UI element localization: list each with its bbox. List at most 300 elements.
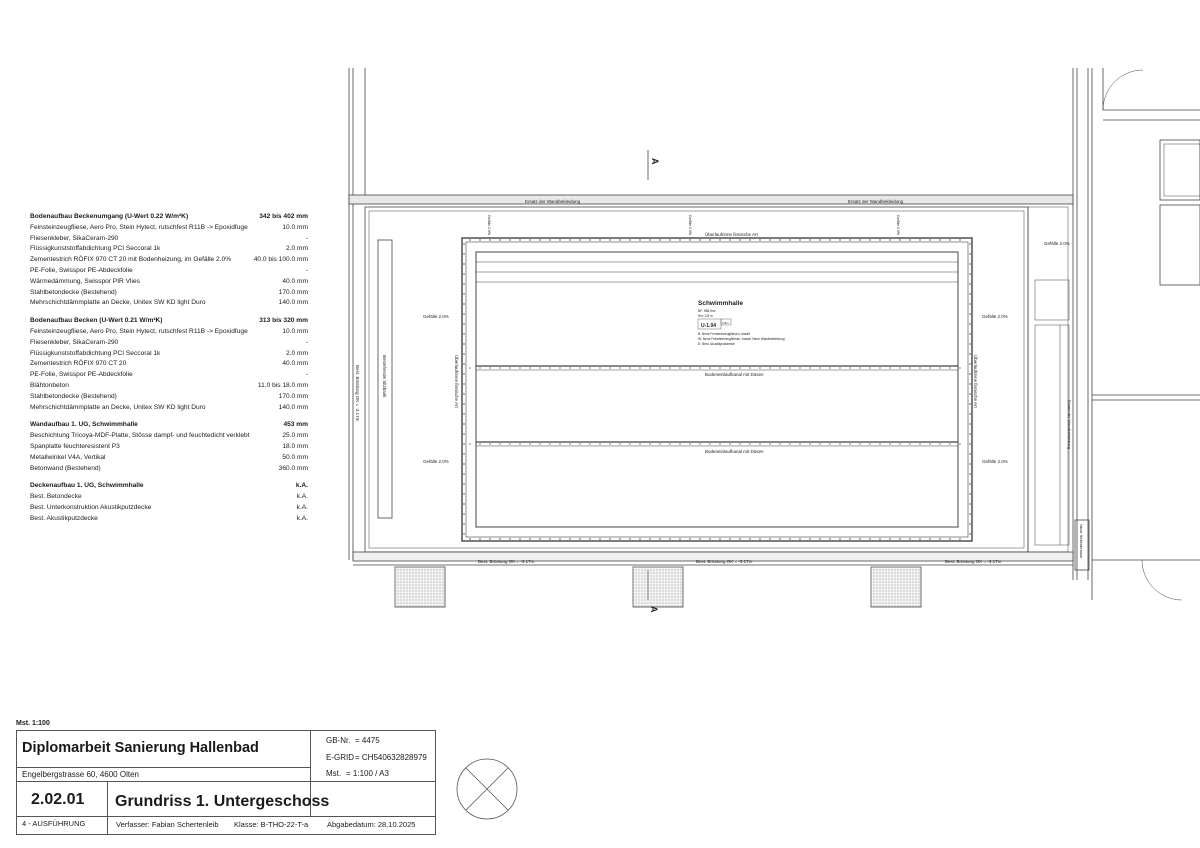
- channel-nozzle: [629, 443, 631, 445]
- channel-nozzle: [949, 367, 951, 369]
- pool-edge-dot: [679, 239, 681, 241]
- channel-nozzle: [669, 367, 671, 369]
- pool-edge-dot: [549, 239, 551, 241]
- pool-edge-dot: [463, 323, 465, 325]
- pool-edge-dot: [969, 283, 971, 285]
- legend-label: Fliesenkleber, SikaCeram-290: [30, 234, 119, 242]
- pool-edge-dot: [463, 353, 465, 355]
- pool-edge-dot: [569, 538, 571, 540]
- pool-edge-dot: [729, 239, 731, 241]
- channel-nozzle: [729, 367, 731, 369]
- pool-edge-dot: [919, 538, 921, 540]
- pool-edge-dot: [599, 538, 601, 540]
- channel-nozzle: [529, 367, 531, 369]
- channel-nozzle: [599, 443, 601, 445]
- channel-nozzle: [929, 443, 931, 445]
- pool-edge-dot: [929, 239, 931, 241]
- pool-edge-dot: [463, 473, 465, 475]
- pool-edge-dot: [779, 239, 781, 241]
- pool-edge-dot: [609, 239, 611, 241]
- channel-nozzle: [519, 443, 521, 445]
- legend-label: Best. Akustikputzdecke: [30, 514, 98, 522]
- pool-edge-dot: [769, 538, 771, 540]
- channel-nozzle: [759, 367, 761, 369]
- pool-edge-right: Überlaufrinne finnische Art: [973, 355, 978, 408]
- title-block: [16, 730, 436, 835]
- pool-edge-dot: [529, 538, 531, 540]
- legend-label: Zementestrich RÖFIX 970 CT 20: [30, 360, 127, 368]
- pool-edge-dot: [659, 538, 661, 540]
- pool-edge-dot: [699, 538, 701, 540]
- pool-edge-dot: [819, 239, 821, 241]
- pool-edge-dot: [759, 538, 761, 540]
- channel-nozzle: [889, 367, 891, 369]
- legend-value: 342 bis 402 mm: [259, 213, 308, 220]
- channel-nozzle: [719, 367, 721, 369]
- pool-edge-dot: [969, 503, 971, 505]
- pool-edge-dot: [463, 313, 465, 315]
- slope-label-4: Gefälle 2.0%: [982, 459, 1008, 464]
- channel-nozzle: [679, 367, 681, 369]
- channel-nozzle: [579, 443, 581, 445]
- pool-edge-dot: [819, 538, 821, 540]
- pool-edge-dot: [909, 239, 911, 241]
- channel-nozzle: [549, 367, 551, 369]
- channel-nozzle: [619, 443, 621, 445]
- pool-edge-dot: [463, 513, 465, 515]
- pool-edge-dot: [969, 413, 971, 415]
- pool-edge-dot: [463, 493, 465, 495]
- legend-label: Beschichtung Tricoya-MDF-Platte, Stösse dampf- und feuchtedicht verklebt: [30, 432, 250, 440]
- pool-edge-dot: [463, 243, 465, 245]
- pool-edge-dot: [609, 538, 611, 540]
- channel-nozzle: [759, 443, 761, 445]
- orientation-symbol: [457, 759, 517, 819]
- channel-nozzle: [739, 443, 741, 445]
- gb-value: = 4475: [355, 736, 380, 745]
- channel-nozzle: [779, 443, 781, 445]
- class: Klasse: B-THO-22-T-a: [234, 820, 309, 829]
- legend-label: Wandaufbau 1. UG, Schwimmhalle: [30, 421, 138, 429]
- channel-nozzle: [569, 367, 571, 369]
- pool-edge-dot: [809, 239, 811, 241]
- legend-label: Flüssigkunststoffabdichtung PCI Seccoral 1k: [30, 349, 161, 357]
- date: Abgabedatum: 28.10.2025: [327, 820, 416, 829]
- pool-edge-dot: [969, 513, 971, 515]
- legend-value: 313 bis 320 mm: [259, 317, 308, 325]
- pool-edge-dot: [969, 403, 971, 405]
- pool-edge-dot: [463, 453, 465, 455]
- mst-label: Mst.: [326, 769, 342, 778]
- pool-edge-dot: [463, 263, 465, 265]
- pool-edge-dot: [679, 538, 681, 540]
- section-marker-bottom: A: [649, 606, 659, 613]
- pool-edge-dot: [859, 538, 861, 540]
- pool-edge-dot: [969, 243, 971, 245]
- legend-label: Zementestrich RÖFIX 970 CT 20 mit Bodenheizung, im Gefälle 2.0%: [30, 256, 232, 264]
- pool-edge-dot: [469, 239, 471, 241]
- channel-nozzle: [789, 367, 791, 369]
- channel-nozzle: [879, 367, 881, 369]
- legend-value: 360.0 mm: [278, 464, 308, 472]
- legend-value: -: [305, 371, 308, 379]
- room-area: BF: 968.5m²: [698, 309, 716, 313]
- pool-edge-dot: [969, 273, 971, 275]
- pool-edge-dot: [469, 538, 471, 540]
- channel-nozzle: [489, 443, 491, 445]
- legend-label: Stahlbetondecke (Bestehend): [30, 392, 117, 400]
- legend-value: k.A.: [296, 514, 308, 522]
- pool-edge-dot: [849, 538, 851, 540]
- legend-value: k.A.: [296, 503, 308, 511]
- pool-edge-dot: [649, 538, 651, 540]
- pool-edge-dot: [969, 333, 971, 335]
- channel-nozzle: [829, 443, 831, 445]
- pool-edge-dot: [789, 239, 791, 241]
- channel-nozzle: [859, 443, 861, 445]
- channel-nozzle: [689, 367, 691, 369]
- pool-edge-dot: [969, 373, 971, 375]
- legend-label: PE-Folie, Swisspor PE-Abdeckfolie: [30, 371, 133, 379]
- legend-value: k.A.: [296, 493, 308, 501]
- channel-label-1: Bodeneinlaufkanal mit Düsen: [705, 372, 764, 377]
- pool-edge-dot: [969, 253, 971, 255]
- pool-edge-dot: [839, 239, 841, 241]
- pool-edge-dot: [463, 283, 465, 285]
- channel-nozzle: [509, 367, 511, 369]
- pool-edge-dot: [463, 413, 465, 415]
- channel-nozzle: [699, 367, 701, 369]
- legend-value: 50.0 mm: [282, 453, 308, 461]
- channel-nozzle: [639, 367, 641, 369]
- pool-edge-dot: [969, 443, 971, 445]
- pool-edge-dot: [959, 538, 961, 540]
- pool-edge-dot: [949, 239, 951, 241]
- pool-edge-dot: [629, 538, 631, 540]
- pool-edge-dot: [969, 493, 971, 495]
- legend-label: Betonwand (Bestehend): [30, 464, 101, 472]
- channel-nozzle: [499, 443, 501, 445]
- legend-label: Spanplatte feuchteresistent P3: [30, 442, 120, 450]
- wall-label-1: Ersatz der Wandbekleidung: [525, 199, 581, 204]
- pool-edge-dot: [969, 313, 971, 315]
- channel-nozzle: [959, 443, 961, 445]
- slope-mark-2: Gefälle 2.0%: [688, 215, 692, 236]
- room-code-sub: 2.8m: [722, 321, 729, 325]
- legend-label: Bodenaufbau Becken (U-Wert 0.21 W/m²K): [30, 317, 163, 325]
- channel-nozzle: [599, 367, 601, 369]
- pool-edge-dot: [463, 503, 465, 505]
- channel-nozzle: [909, 443, 911, 445]
- pool-edge-dot: [463, 333, 465, 335]
- pool-edge-dot: [539, 239, 541, 241]
- legend-label: Flüssigkunststoffabdichtung PCI Seccoral 1k: [30, 245, 161, 253]
- pool-edge-dot: [799, 239, 801, 241]
- legend-label: Mehrschichtdämmplatte an Decke, Unitex SW KD light Duro: [30, 299, 206, 307]
- channel-nozzle: [809, 367, 811, 369]
- legend-label: PE-Folie, Swisspor PE-Abdeckfolie: [30, 266, 133, 274]
- phase: 4 - AUSFÜHRUNG: [22, 819, 86, 828]
- pool-edge-dot: [669, 239, 671, 241]
- right-wall-label: Ersatz der Wandbekleidung: [1067, 400, 1072, 449]
- pool-edge-dot: [463, 343, 465, 345]
- channel-nozzle: [629, 367, 631, 369]
- pool-edge-dot: [479, 239, 481, 241]
- pool-edge-left: Überlaufrinne finnische Art: [454, 355, 459, 408]
- channel-nozzle: [499, 367, 501, 369]
- plan-title: Grundriss 1. Untergeschoss: [115, 793, 330, 810]
- legend-label: Blähtonbeton: [30, 381, 69, 389]
- room-height: Hm: 2.8 m: [698, 314, 713, 318]
- room-note-3: D: Best. Akustikputzdecke: [698, 342, 735, 346]
- channel-nozzle: [869, 367, 871, 369]
- pool-edge-dot: [463, 383, 465, 385]
- pool-edge-dot: [709, 538, 711, 540]
- channel-nozzle: [839, 443, 841, 445]
- legend-label: Metallwinkel V4A, Vertikal: [30, 453, 106, 461]
- legend-label: Best. Unterkonstruktion Akustikputzdecke: [30, 503, 152, 511]
- channel-nozzle: [749, 443, 751, 445]
- project-title: Diplomarbeit Sanierung Hallenbad: [22, 740, 259, 756]
- bench-label: Bestehende Sitzbank: [382, 355, 387, 398]
- pool-edge-dot: [709, 239, 711, 241]
- pool-edge-dot: [969, 523, 971, 525]
- channel-nozzle: [479, 443, 481, 445]
- pool-edge-dot: [969, 393, 971, 395]
- pool-edge-dot: [969, 463, 971, 465]
- author: Verfasser: Fabian Schertenleib: [116, 820, 219, 829]
- pool-edge-dot: [639, 538, 641, 540]
- legend-value: 2.0 mm: [286, 349, 308, 357]
- pool-edge-dot: [519, 239, 521, 241]
- channel-nozzle: [899, 443, 901, 445]
- channel-nozzle: [819, 443, 821, 445]
- channel-nozzle: [639, 443, 641, 445]
- legend-value: 40.0 mm: [282, 360, 308, 368]
- channel-nozzle: [879, 443, 881, 445]
- channel-nozzle: [659, 443, 661, 445]
- egrid-value: = CH540632828979: [355, 753, 427, 762]
- pool-edge-dot: [969, 353, 971, 355]
- pool-edge-dot: [839, 538, 841, 540]
- pool-edge-dot: [719, 538, 721, 540]
- pool-edge-dot: [969, 453, 971, 455]
- slope-label-3: Gefälle 2.0%: [982, 314, 1008, 319]
- pool-edge-dot: [499, 538, 501, 540]
- pool-edge-dot: [579, 239, 581, 241]
- legend-label: Deckenaufbau 1. UG, Schwimmhalle: [30, 482, 144, 490]
- pool-edge-dot: [789, 538, 791, 540]
- channel-nozzle: [699, 443, 701, 445]
- pool-edge-dot: [529, 239, 531, 241]
- channel-nozzle: [919, 443, 921, 445]
- pool-edge-dot: [899, 538, 901, 540]
- channel-nozzle: [939, 443, 941, 445]
- pool-edge-dot: [463, 403, 465, 405]
- legend-label: Mehrschichtdämmplatte an Decke, Unitex SW KD light Duro: [30, 403, 206, 411]
- pool-edge-dot: [689, 538, 691, 540]
- channel-nozzle: [649, 443, 651, 445]
- pool-edge-dot: [869, 239, 871, 241]
- pool-edge-dot: [949, 538, 951, 540]
- pool-edge-dot: [489, 538, 491, 540]
- pool-edge-dot: [969, 363, 971, 365]
- pool-edge-dot: [939, 239, 941, 241]
- pool-edge-dot: [739, 538, 741, 540]
- channel-nozzle: [809, 443, 811, 445]
- channel-nozzle: [559, 367, 561, 369]
- pool-edge-dot: [463, 533, 465, 535]
- pool-edge-dot: [463, 463, 465, 465]
- channel-nozzle: [529, 443, 531, 445]
- pool-edge-dot: [463, 363, 465, 365]
- channel-nozzle: [569, 443, 571, 445]
- pool-edge-dot: [619, 239, 621, 241]
- slope-label-1: Gefälle 2.0%: [423, 314, 449, 319]
- pool-edge-dot: [829, 239, 831, 241]
- pool-edge-dot: [489, 239, 491, 241]
- pool-edge-dot: [889, 538, 891, 540]
- legend-label: Wärmedämmung, Swisspor PIR Vlies: [30, 277, 140, 285]
- channel-nozzle: [589, 367, 591, 369]
- channel-nozzle: [769, 443, 771, 445]
- pool-edge-dot: [729, 538, 731, 540]
- pool-edge-dot: [849, 239, 851, 241]
- channel-nozzle: [489, 367, 491, 369]
- channel-label-2: Bodeneinlaufkanal mit Düsen: [705, 449, 764, 454]
- legend-value: 40.0 bis 100.0 mm: [253, 256, 308, 264]
- channel-nozzle: [739, 367, 741, 369]
- plan-number: 2.02.01: [31, 791, 85, 808]
- pool-edge-dot: [969, 263, 971, 265]
- pool-edge-dot: [589, 239, 591, 241]
- channel-nozzle: [919, 367, 921, 369]
- channel-nozzle: [899, 367, 901, 369]
- channel-nozzle: [669, 443, 671, 445]
- channel-nozzle: [799, 443, 801, 445]
- parapet-1: Best. Brüstung OK = -3.17m: [478, 559, 535, 564]
- channel-nozzle: [829, 367, 831, 369]
- parapet-left: Best. Brüstung OK = -3.17m: [355, 365, 360, 422]
- channel-nozzle: [579, 367, 581, 369]
- pool-edge-dot: [869, 538, 871, 540]
- pool-edge-dot: [919, 239, 921, 241]
- legend-value: 453 mm: [283, 421, 308, 429]
- pool-edge-dot: [509, 239, 511, 241]
- pool-edge-dot: [879, 239, 881, 241]
- pool-edge-dot: [899, 239, 901, 241]
- pool-edge-dot: [759, 239, 761, 241]
- pool-edge-dot: [463, 433, 465, 435]
- channel-nozzle: [689, 443, 691, 445]
- pool-edge-dot: [889, 239, 891, 241]
- pool-edge-dot: [589, 538, 591, 540]
- pool-edge-dot: [969, 423, 971, 425]
- pool-edge-dot: [499, 239, 501, 241]
- pool-edge-dot: [463, 523, 465, 525]
- pool-edge-dot: [629, 239, 631, 241]
- channel-nozzle: [819, 367, 821, 369]
- pool-edge-dot: [689, 239, 691, 241]
- pool-edge-dot: [969, 303, 971, 305]
- legend-value: -: [305, 338, 308, 346]
- pool-edge-dot: [859, 239, 861, 241]
- pool-edge-dot: [929, 538, 931, 540]
- parapet-3: Best. Brüstung OK = -3.17m: [945, 559, 1002, 564]
- pool-edge-dot: [549, 538, 551, 540]
- channel-nozzle: [729, 443, 731, 445]
- slope-mark-3: Gefälle 2.0%: [896, 215, 900, 236]
- legend-label: Feinsteinzeugfliese, Aero Pro, Stein Hytect, rutschfest R11B -> Epoxidfuge: [30, 223, 248, 231]
- room-note-1: B: Neue Feinsteinzeugfliesen, basalt: [698, 332, 750, 336]
- channel-nozzle: [509, 443, 511, 445]
- pool-edge-dot: [463, 443, 465, 445]
- channel-nozzle: [559, 443, 561, 445]
- legend-value: 10.0 mm: [282, 223, 308, 231]
- slope-mark-1: Gefälle 2.0%: [487, 215, 491, 236]
- legend-value: 170.0 mm: [278, 288, 308, 296]
- channel-nozzle: [709, 367, 711, 369]
- pool-edge-dot: [559, 239, 561, 241]
- channel-nozzle: [769, 367, 771, 369]
- legend-label: Bodenaufbau Beckenumgang (U-Wert 0.22 W/m²K): [30, 213, 189, 220]
- channel-nozzle: [519, 367, 521, 369]
- channel-nozzle: [609, 367, 611, 369]
- pool-edge-dot: [579, 538, 581, 540]
- pool-edge-dot: [463, 303, 465, 305]
- channel-nozzle: [859, 367, 861, 369]
- address: Engelbergstrasse 60, 4600 Olten: [22, 770, 139, 779]
- pool-edge-dot: [719, 239, 721, 241]
- pool-edge-dot: [463, 483, 465, 485]
- wall-label-2: Ersatz der Wandbekleidung: [848, 199, 904, 204]
- channel-nozzle: [939, 367, 941, 369]
- pool-edge-dot: [969, 343, 971, 345]
- channel-nozzle: [959, 367, 961, 369]
- channel-nozzle: [849, 367, 851, 369]
- pool-edge-dot: [539, 538, 541, 540]
- channel-nozzle: [479, 367, 481, 369]
- pool-edge-dot: [829, 538, 831, 540]
- pool-edge-dot: [559, 538, 561, 540]
- legend-value: k.A.: [295, 482, 308, 490]
- pool-edge-dot: [969, 483, 971, 485]
- legend-value: 170.0 mm: [278, 392, 308, 400]
- pool-edge-dot: [669, 538, 671, 540]
- pool-edge-dot: [749, 538, 751, 540]
- pool-edge-dot: [699, 239, 701, 241]
- channel-nozzle: [659, 367, 661, 369]
- channel-nozzle: [469, 443, 471, 445]
- pool-edge-dot: [463, 273, 465, 275]
- slope-label-5: Gefälle 2.0%: [1044, 241, 1070, 246]
- pool-edge-dot: [463, 373, 465, 375]
- channel-nozzle: [549, 443, 551, 445]
- slope-label-2: Gefälle 2.0%: [423, 459, 449, 464]
- channel-nozzle: [749, 367, 751, 369]
- parapet-2: Best. Brüstung OK = -3.17m: [696, 559, 753, 564]
- channel-nozzle: [539, 367, 541, 369]
- pool-edge-dot: [569, 239, 571, 241]
- pool-edge-dot: [969, 433, 971, 435]
- channel-nozzle: [799, 367, 801, 369]
- legend-value: 2.0 mm: [286, 245, 308, 253]
- pool-edge-dot: [463, 423, 465, 425]
- section-marker-top: A: [650, 158, 660, 165]
- channel-nozzle: [649, 367, 651, 369]
- room-code: U-1.04: [701, 323, 717, 329]
- mst-value: = 1:100 / A3: [346, 769, 389, 778]
